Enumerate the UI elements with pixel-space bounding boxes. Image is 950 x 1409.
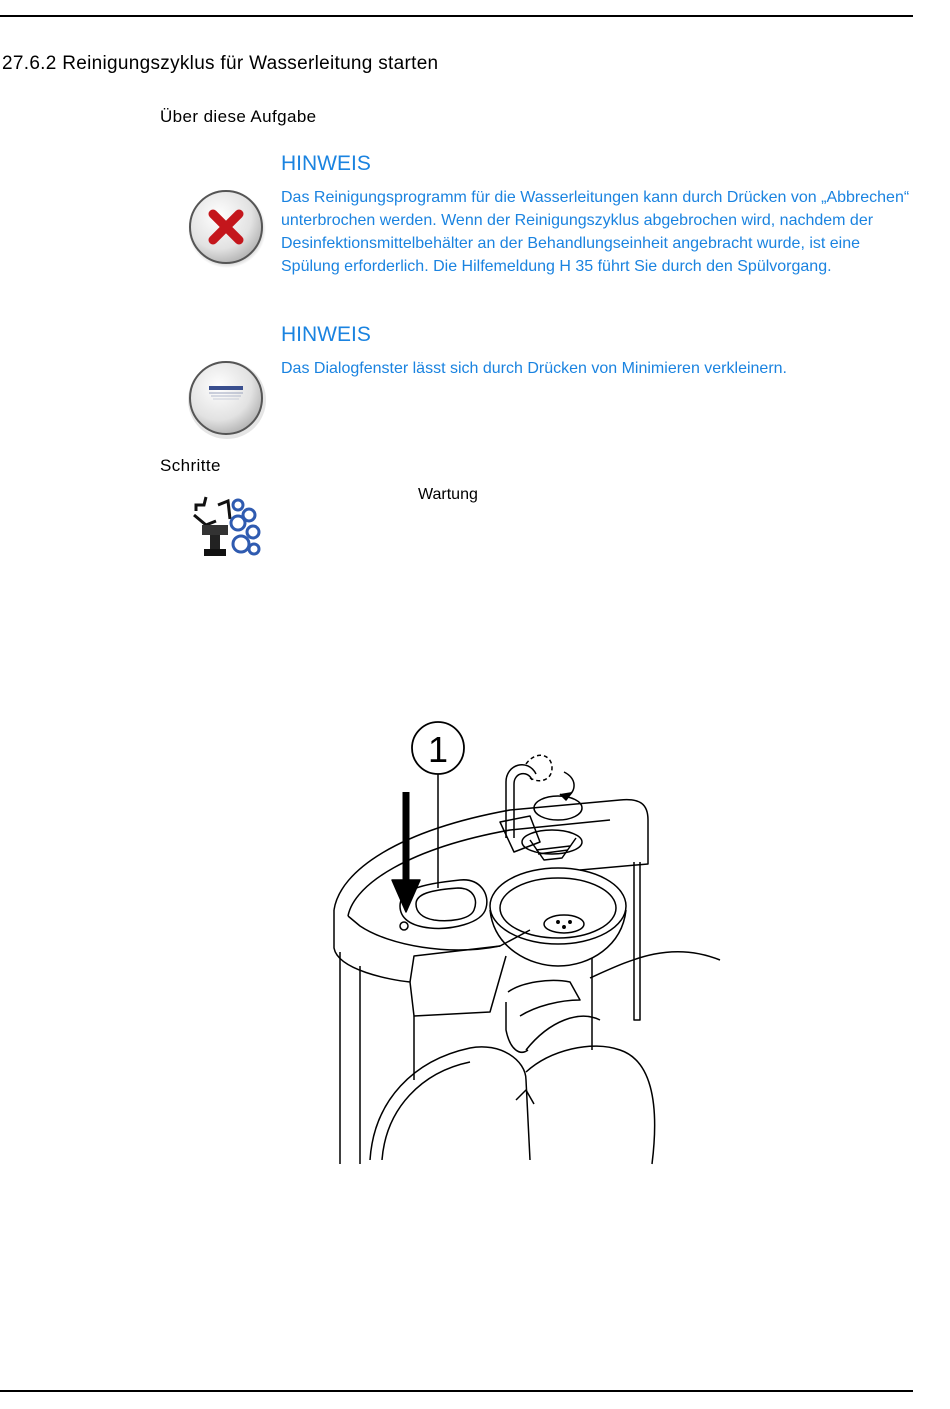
callout-number: 1 [427, 729, 449, 770]
notice-text: Das Reinigungsprogramm für die Wasserleitungen kann durch Drücken von „Abbrechen“ unterbrochen werden. Wenn der Reinigungszyklus abgebrochen wird, nachdem der Desinfektionsmittelbehälter an der Behandlungseinheit angebracht wurde, ist eine Spülung erforderlich. Die Hilfemeldung H 35 führt Sie durch den Spülvorgang. [281, 189, 910, 275]
steps-heading: Schritte [160, 456, 221, 475]
cuspidor-unit-figure [330, 720, 730, 1175]
notice-title: HINWEIS [281, 323, 371, 346]
maintenance-chair-icon [192, 495, 264, 566]
top-rule [0, 15, 913, 17]
notice-text: Das Dialogfenster lässt sich durch Drücken von Minimieren verkleinern. [281, 360, 787, 377]
step-label-wartung: Wartung [418, 486, 478, 503]
about-heading: Über diese Aufgabe [160, 107, 317, 126]
notice-title: HINWEIS [281, 152, 371, 175]
minimize-icon [185, 357, 267, 444]
bottom-rule [0, 1390, 913, 1392]
cancel-x-icon [185, 186, 267, 273]
section-title: 27.6.2 Reinigungszyklus für Wasserleitung starten [2, 53, 439, 74]
